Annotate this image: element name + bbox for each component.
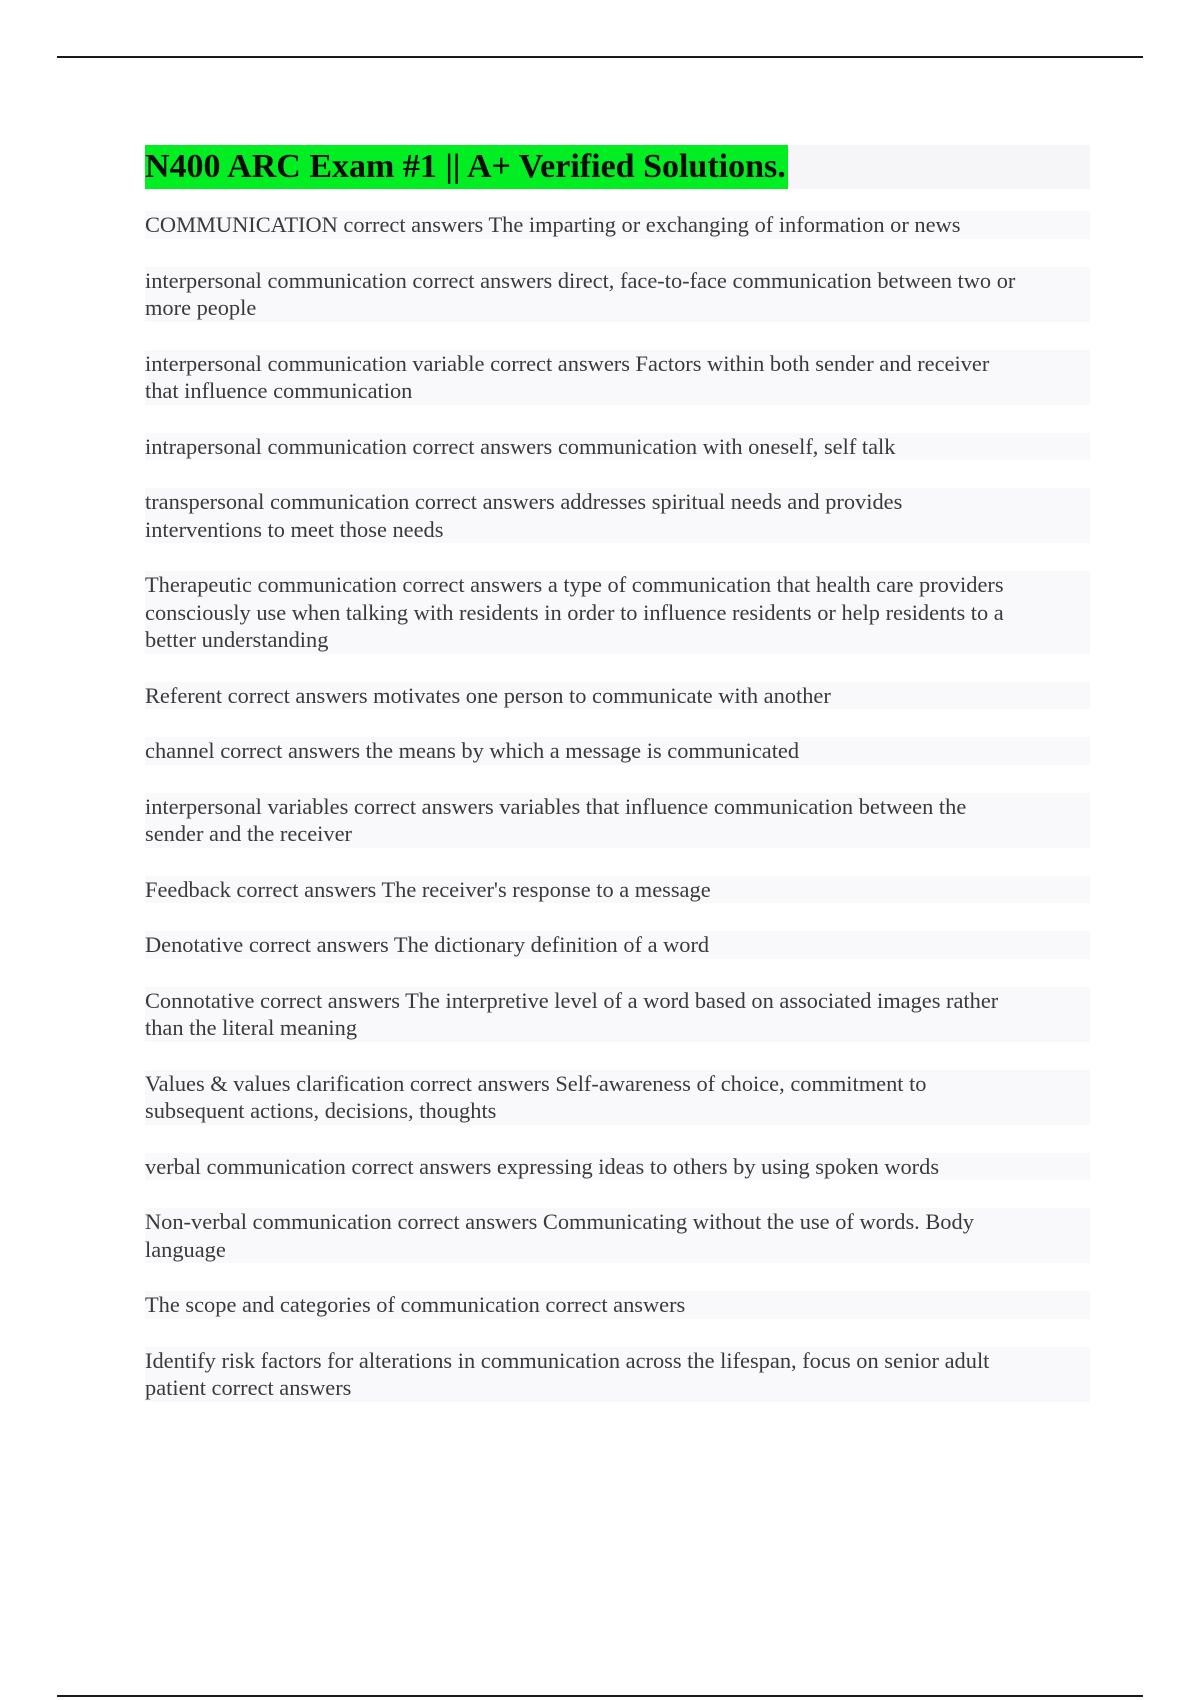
list-item: verbal communication correct answers expressing ideas to others by using spoken words [145,1153,1090,1181]
list-item: channel correct answers the means by which a message is communicated [145,737,1090,765]
list-item: Referent correct answers motivates one person to communicate with another [145,682,1090,710]
list-item: COMMUNICATION correct answers The imparting or exchanging of information or news [145,211,1090,239]
list-item: Values & values clarification correct answers Self-awareness of choice, commitment to subsequent actions, decisions, thoughts [145,1070,1090,1125]
list-item: Denotative correct answers The dictionary definition of a word [145,931,1090,959]
document-body [145,145,1090,1430]
list-item: Feedback correct answers The receiver's response to a message [145,876,1090,904]
list-item: interpersonal communication correct answers direct, face-to-face communication between two or more people [145,267,1090,322]
list-item: Identify risk factors for alterations in communication across the lifespan, focus on senior adult patient correct answers [145,1347,1090,1402]
entry-list [145,211,1090,1402]
list-item: Therapeutic communication correct answers a type of communication that health care providers consciously use when talking with residents in order to influence residents or help residents to a better understanding [145,571,1090,654]
list-item: Non-verbal communication correct answers Communicating without the use of words. Body language [145,1208,1090,1263]
title-band [145,145,1090,189]
page-top-rule [57,56,1143,58]
list-item: interpersonal variables correct answers variables that influence communication between the sender and the receiver [145,793,1090,848]
page-bottom-rule [57,1695,1143,1697]
list-item: interpersonal communication variable correct answers Factors within both sender and receiver that influence communication [145,350,1090,405]
list-item: Connotative correct answers The interpretive level of a word based on associated images rather than the literal meaning [145,987,1090,1042]
document-title: N400 ARC Exam #1 || A+ Verified Solutions. [145,145,788,189]
list-item: transpersonal communication correct answers addresses spiritual needs and provides interventions to meet those needs [145,488,1090,543]
list-item: The scope and categories of communication correct answers [145,1291,1090,1319]
list-item: intrapersonal communication correct answers communication with oneself, self talk [145,433,1090,461]
